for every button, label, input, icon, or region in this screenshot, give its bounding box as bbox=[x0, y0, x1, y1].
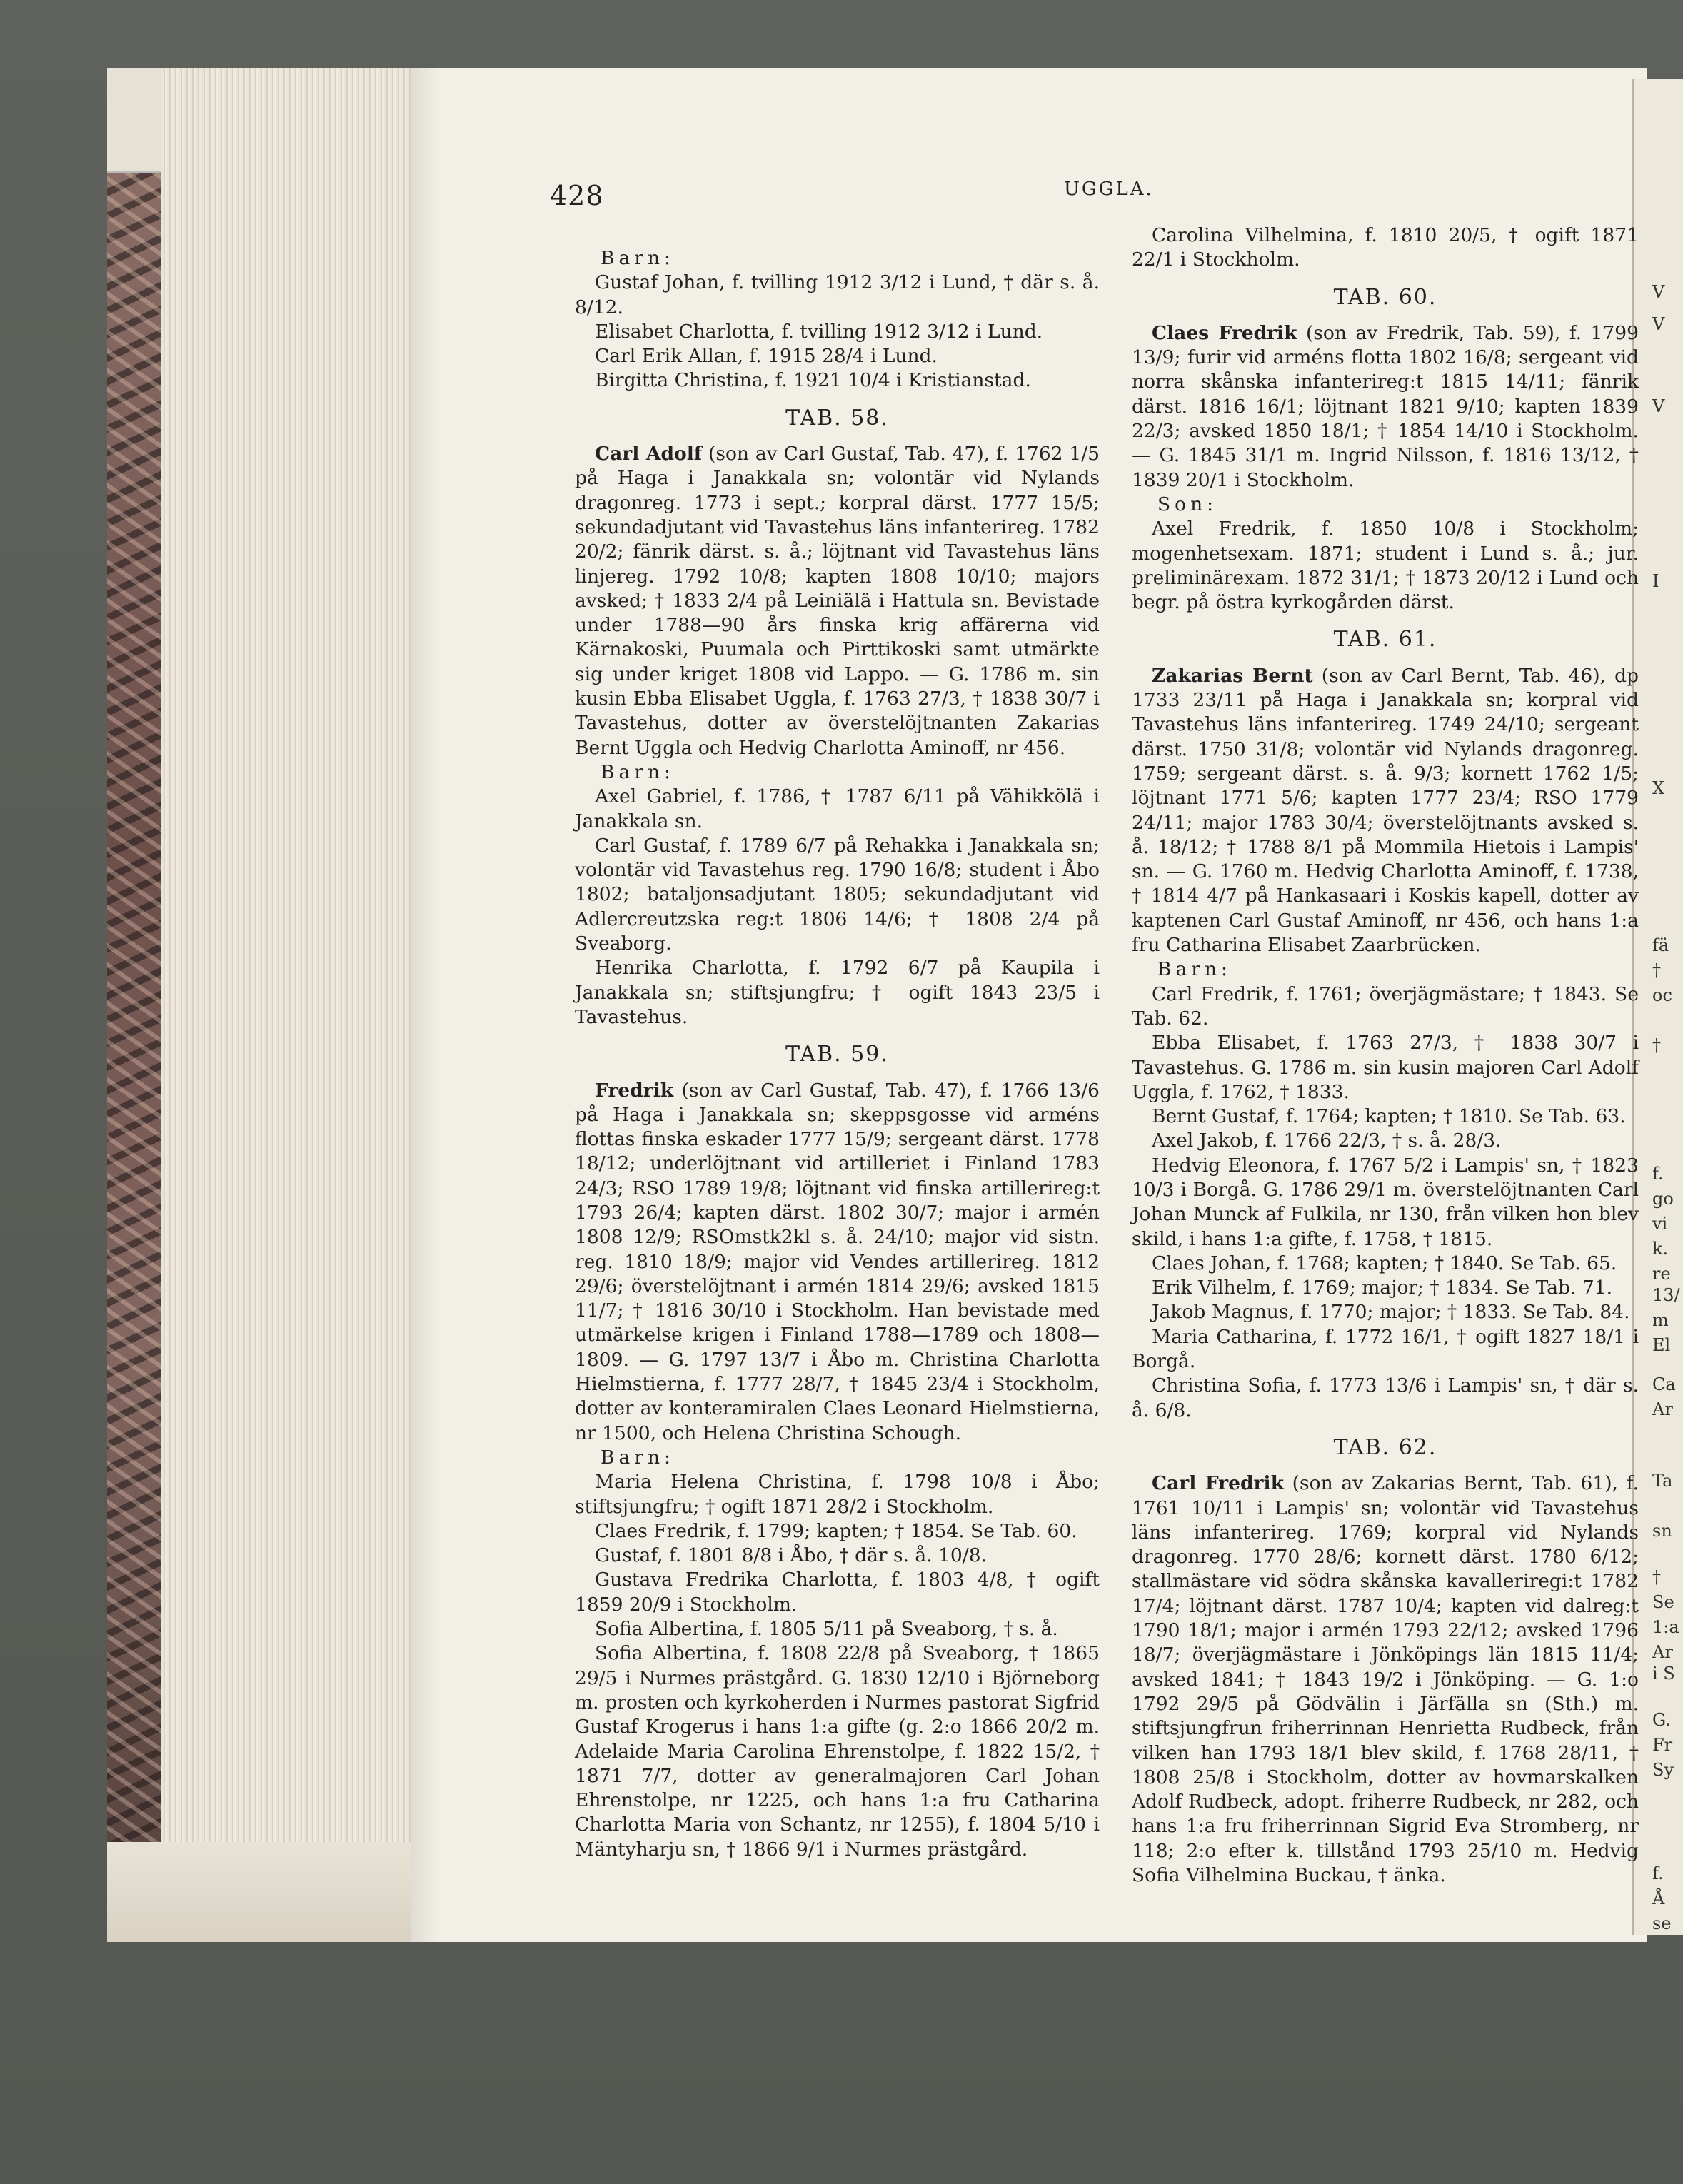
person-name: Claes Fredrik bbox=[1152, 321, 1297, 344]
page-number: 428 bbox=[550, 180, 604, 211]
children-label: Barn: bbox=[601, 1446, 675, 1469]
marbled-book-edge bbox=[107, 171, 164, 1849]
entry-text: (son av Carl Gustaf, Tab. 47), f. 1766 13/6 på Haga i Janakkala sn; skeppsgosse vid arméns flottas finska eskader 1777 15/9; sergeant därst. 1778 18/12; underlöjtnant vid artilleriet i Finland 1783 24/3; RSO 1789 19/8; löjtnant vid finska artillerireg:t 1793 26/4; kapten därst. 1802 30/7; major i armén 1808 12/9; RSOmstk2kl s. å. 24/10; major vid sistn. reg. 1810 18/9; major vid Vendes artillerireg. 1812 29/6; överstelöjtnant i armén 1814 29/6; avsked 1815 11/7; † 1816 30/10 i Stockholm. Han bevistade med utmärkelse krigen i Finland 1788—1789 och 1808—1809. — G. 1797 13/7 i Åbo m. Christina Charlotta Hielmstierna, f. 1777 28/7, † 1845 23/4 i Stockholm, dotter av konteramiralen Claes Leonard Hielmstierna, nr 1500, och Helena Christina Schough. bbox=[575, 1079, 1100, 1444]
facing-page-fragment: vi bbox=[1652, 1214, 1668, 1234]
children-label: Barn: bbox=[1157, 958, 1232, 981]
facing-page-fragment: fä bbox=[1652, 935, 1669, 955]
facing-page-fragment: oc bbox=[1652, 985, 1672, 1005]
tab-heading: TAB. 59. bbox=[785, 1042, 889, 1067]
tab-heading: TAB. 62. bbox=[1333, 1434, 1437, 1460]
child-entry: Axel Fredrik, f. 1850 10/8 i Stockholm; mogenhetsexam. 1871; student i Lund s. å.; jur. preliminärexam. 1872 31/1; † 1873 20/12 i Lund och begr. på östra kyrkogården därst. bbox=[1132, 518, 1639, 614]
facing-page-fragment: Fr bbox=[1652, 1735, 1673, 1755]
gutter-shadow bbox=[411, 68, 440, 1942]
child-entry: Sofia Albertina, f. 1805 5/11 på Sveaborg, † s. å. bbox=[595, 1618, 1058, 1641]
child-entry: Gustava Fredrika Charlotta, f. 1803 4/8, † ogift 1859 20/9 i Stockholm. bbox=[575, 1569, 1100, 1616]
facing-page-fragment: f. bbox=[1652, 1164, 1664, 1184]
facing-page-fragment: se bbox=[1652, 1913, 1672, 1933]
child-entry: Gustaf Johan, f. tvilling 1912 3/12 i Lund, † där s. å. 8/12. bbox=[575, 271, 1100, 318]
facing-page-fragment: i S bbox=[1652, 1664, 1675, 1684]
child-entry: Maria Helena Christina, f. 1798 10/8 i Åbo; stiftsjungfru; † ogift 1871 28/2 i Stockholm. bbox=[575, 1471, 1100, 1518]
entry-text: (son av Fredrik, Tab. 59), f. 1799 13/9; furir vid arméns flotta 1802 16/8; sergeant vid norra skånska infanterireg:t 1815 14/11; fänrik därst. 1816 16/1; löjtnant 1821 9/10; kapten 1839 22/3; avsked 1850 18/1; † 1854 14/10 i Stockholm. — G. 1845 31/1 m. Ingrid Nilsson, f. 1816 13/12, † 1839 20/1 i Stockholm. bbox=[1132, 321, 1639, 491]
running-title: UGGLA. bbox=[1064, 178, 1154, 200]
tab-entry bbox=[575, 442, 1100, 760]
child-entry: Elisabet Charlotta, f. tvilling 1912 3/12 i Lund. bbox=[595, 320, 1043, 343]
child-entry: Axel Jakob, f. 1766 22/3, † s. å. 28/3. bbox=[1152, 1129, 1502, 1152]
facing-page-fragment: 13/ bbox=[1652, 1285, 1680, 1305]
tab-heading: TAB. 60. bbox=[1333, 284, 1437, 310]
child-entry: Sofia Albertina, f. 1808 22/8 på Sveaborg, † 1865 29/5 i Nurmes prästgård. G. 1830 12/10 i Björneborg m. prosten och kyrkoherden i Nurmes pastorat Sigfrid Gustaf Krogerus i hans 1:a gifte (g. 2:o 1866 20/2 m. Adelaide Maria Carolina Ehrenstolpe, f. 1822 15/2, † 1871 7/7, dotter av generalmajoren Carl Johan Ehrenstolpe, nr 1225, och hans 1:a fru Catharina Charlotta Maria von Schantz, nr 1255), f. 1804 5/10 i Mäntyharju sn, † 1866 9/1 i Nurmes prästgård. bbox=[575, 1642, 1100, 1861]
page-stack-bottom bbox=[107, 1842, 411, 1942]
child-entry: Hedvig Eleonora, f. 1767 5/2 i Lampis' sn, † 1823 10/3 i Borgå. G. 1786 29/1 m. överstelöjtnanten Carl Johan Munck af Fulkila, nr 130, från vilken hon blev skild, i hans 1:a gifte, f. 1758, † 1815. bbox=[1132, 1154, 1639, 1250]
facing-page-fragment: m bbox=[1652, 1310, 1669, 1330]
children-label: Barn: bbox=[601, 760, 675, 783]
child-entry: Henrika Charlotta, f. 1792 6/7 på Kaupila i Janakkala sn; stiftsjungfru; † ogift 1843 23/5 i Tavastehus. bbox=[575, 957, 1100, 1028]
facing-page-fragment: X bbox=[1652, 778, 1665, 798]
facing-page-fragment: go bbox=[1652, 1189, 1674, 1209]
facing-page-fragment: † bbox=[1652, 960, 1661, 980]
child-entry: Bernt Gustaf, f. 1764; kapten; † 1810. Se Tab. 63. bbox=[1152, 1105, 1626, 1128]
entry-text: (son av Carl Gustaf, Tab. 47), f. 1762 1/5 på Haga i Janakkala sn; volontär vid Nylands dragonreg. 1773 i sept.; korpral därst. 1777 15/5; sekundadjutant vid Tavastehus läns infanterireg. 1782 20/2; fänrik därst. s. å.; löjtnant vid Tavastehus läns linjereg. 1792 10/8; kapten 1808 10/10; majors avsked; † 1833 2/4 på Leiniälä i Hattula sn. Bevistade under 1788—90 års finska krig affärerna vid Kärnakoski, Puumala och Pirttikoski samt utmärkte sig under kriget 1808 vid Lappo. — G. 1786 m. sin kusin Ebba Elisabet Uggla, f. 1763 27/3, † 1838 30/7 i Tavastehus, dotter av överstelöjtnanten Zakarias Bernt Uggla och Hedvig Charlotta Aminoff, nr 456. bbox=[575, 443, 1100, 759]
child-entry: Carl Fredrik, f. 1761; överjägmästare; † 1843. Se Tab. 62. bbox=[1132, 982, 1639, 1030]
facing-page-fragment: V bbox=[1652, 314, 1665, 334]
facing-page-fragment: re bbox=[1652, 1264, 1671, 1284]
page-stack bbox=[161, 68, 413, 1942]
facing-page-fragment: f. bbox=[1652, 1863, 1664, 1883]
entry-text: (son av Zakarias Bernt, Tab. 61), f. 1761 10/11 i Lampis' sn; volontär vid Tavastehus läns infanterireg. 1769; korpral vid Nylands dragonreg. 1770 28/6; kornett därst. 1780 6/12; stallmästare vid södra skånska kavalleriregi:t 1782 17/4; löjtnant därst. 1787 10/4; kapten vid dalreg:t 1790 18/1; major i armén 1793 22/12; avsked 1796 18/7; överjägmästare i Jönköpings län 1815 11/4; avsked 1841; † 1843 19/2 i Jönköping. — G. 1:o 1792 29/5 på Gödvälin i Järfälla sn (Sth.) m. stiftsjungfrun friherrinnan Henrietta Rudbeck, från vilken han 1793 18/1 blev skild, f. 1768 28/11, † 1808 25/8 i Stockholm, dotter av hovmarskalken Adolf Rudbeck, adopt. friherre Rudbeck, nr 282, och hans 1:a fru friherrinnan Sigrid Eva Stromberg, nr 118; 2:o efter k. tillstånd 1793 25/10 m. Hedvig Sofia Vilhelmina Buckau, † änka. bbox=[1132, 1472, 1639, 1886]
tab-entry bbox=[1132, 664, 1639, 958]
facing-page-fragment: Ar bbox=[1652, 1399, 1673, 1419]
child-entry: Gustaf, f. 1801 8/8 i Åbo, † där s. å. 10/8. bbox=[595, 1544, 987, 1567]
facing-page-fragment: k. bbox=[1652, 1239, 1669, 1259]
facing-page-fragment: G. bbox=[1652, 1710, 1671, 1730]
child-entry: Jakob Magnus, f. 1770; major; † 1833. Se Tab. 84. bbox=[1152, 1301, 1630, 1324]
child-entry: Carl Erik Allan, f. 1915 28/4 i Lund. bbox=[595, 345, 938, 368]
child-entry: Christina Sofia, f. 1773 13/6 i Lampis' sn, † där s. å. 6/8. bbox=[1132, 1374, 1639, 1421]
children-label: Barn: bbox=[601, 247, 675, 269]
facing-page-fragment: Sy bbox=[1652, 1760, 1674, 1780]
facing-page-fragment: El bbox=[1652, 1335, 1671, 1355]
person-name: Carl Fredrik bbox=[1152, 1472, 1284, 1495]
child-entry: Birgitta Christina, f. 1921 10/4 i Kristianstad. bbox=[595, 369, 1031, 392]
facing-page-fragment: sn bbox=[1652, 1521, 1672, 1541]
facing-page-fragment: 1:a bbox=[1652, 1617, 1679, 1637]
child-entry: Claes Johan, f. 1768; kapten; † 1840. Se Tab. 65. bbox=[1152, 1252, 1617, 1274]
cover-edge bbox=[107, 68, 164, 173]
child-entry: Axel Gabriel, f. 1786, † 1787 6/11 på Vähikkölä i Janakkala sn. bbox=[575, 785, 1100, 832]
child-entry: Erik Vilhelm, f. 1769; major; † 1834. Se Tab. 71. bbox=[1152, 1277, 1613, 1299]
facing-page-fragment: Ta bbox=[1652, 1471, 1673, 1491]
children-label: Son: bbox=[1157, 493, 1218, 515]
tab-entry bbox=[1132, 1471, 1639, 1888]
left-text-column bbox=[575, 246, 1100, 1862]
person-name: Carl Adolf bbox=[595, 443, 703, 466]
facing-page-fragment: Ca bbox=[1652, 1374, 1676, 1394]
child-entry: Carl Gustaf, f. 1789 6/7 på Rehakka i Janakkala sn; volontär vid Tavastehus reg. 1790 16/8; student i Åbo 1802; bataljonsadjutant 1805; sekundadjutant vid Adlercreutzska reg:t 1806 14/6; † 1808 2/4 på Sveaborg. bbox=[575, 834, 1100, 955]
child-entry: Ebba Elisabet, f. 1763 27/3, † 1838 30/7 i Tavastehus. G. 1786 m. sin kusin majoren Carl Adolf Uggla, f. 1762, † 1833. bbox=[1132, 1032, 1639, 1103]
facing-page-fragment: † bbox=[1652, 1035, 1661, 1055]
facing-page-fragment: V bbox=[1652, 282, 1665, 302]
child-entry: Maria Catharina, f. 1772 16/1, † ogift 1827 18/1 i Borgå. bbox=[1132, 1325, 1639, 1373]
tab-entry bbox=[1132, 321, 1639, 493]
facing-page-fragment: † bbox=[1652, 1567, 1661, 1587]
facing-page-fragment: V bbox=[1652, 396, 1665, 416]
child-entry: Carolina Vilhelmina, f. 1810 20/5, † ogift 1871 22/1 i Stockholm. bbox=[1132, 224, 1639, 271]
facing-page-fragment: I bbox=[1652, 571, 1659, 591]
child-entry: Claes Fredrik, f. 1799; kapten; † 1854. Se Tab. 60. bbox=[595, 1519, 1077, 1542]
tab-heading: TAB. 58. bbox=[785, 405, 889, 431]
tab-heading: TAB. 61. bbox=[1333, 627, 1437, 653]
facing-page-fragment: Å bbox=[1652, 1888, 1665, 1908]
facing-page-fragment: Se bbox=[1652, 1592, 1674, 1612]
person-name: Fredrik bbox=[595, 1079, 674, 1102]
facing-page-fragment: Ar bbox=[1652, 1642, 1673, 1662]
entry-text: (son av Carl Bernt, Tab. 46), dp 1733 23/11 på Haga i Janakkala sn; korpral vid Tavastehus läns infanterireg. 1749 24/10; sergeant därst. 1750 31/8; volontär vid Nylands dragonreg. 1759; sergeant därst. s. å. 9/3; kornett 1762 1/5; löjtnant 1771 5/6; kapten 1777 23/4; RSO 1779 24/11; major 1783 30/4; överstelöjtnants avsked s. å. 18/12; † 1788 8/1 på Mommila Hietois i Lampis' sn. — G. 1760 m. Hedvig Charlotta Aminoff, f. 1738, † 1814 4/7 på Hankasaari i Koskis kapell, dotter av kaptenen Carl Gustaf Aminoff, nr 456, och hans 1:a fru Catharina Elisabet Zaarbrücken. bbox=[1132, 664, 1639, 957]
tab-entry bbox=[575, 1079, 1100, 1446]
right-text-column bbox=[1132, 223, 1639, 1888]
person-name: Zakarias Bernt bbox=[1152, 664, 1313, 687]
